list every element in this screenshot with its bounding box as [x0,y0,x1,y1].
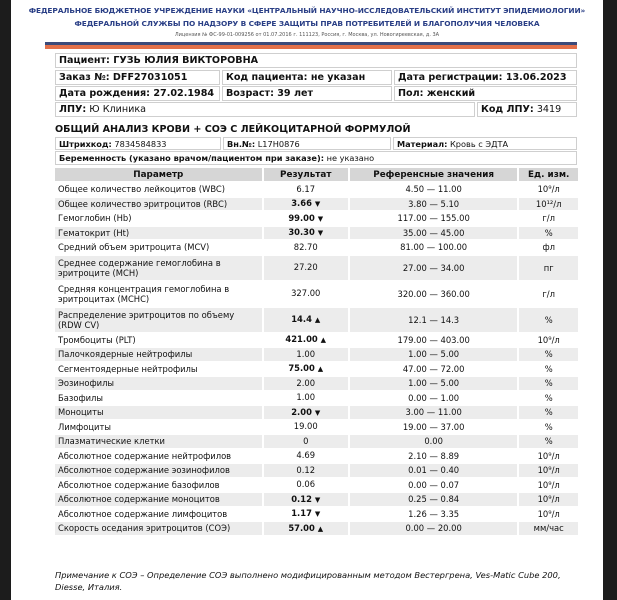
reference-cell: 35.00 — 45.00 [350,227,518,240]
table-row [55,377,578,390]
reference-cell: 0.00 [350,435,518,448]
unit-cell: мм/час [519,522,578,535]
material-value: Кровь с ЭДТА [449,139,509,149]
column-header-unit: Ед. изм. [519,168,578,181]
result-value: 0.12 [291,493,312,504]
reference-cell: 0.00 — 1.00 [408,392,460,403]
arrow-down-icon: ▼ [314,495,321,504]
result-value: 27.20 [293,262,318,272]
column-header-result: Результат [264,168,348,181]
arrow-up-icon: ▲ [314,316,321,324]
result-cell [264,377,348,390]
header-stripe-orange [45,45,577,49]
results-table [53,166,580,537]
sex-label: Пол: [398,88,424,99]
parameter-cell: Эозинофилы [55,377,262,390]
result-cell [264,227,348,240]
unit-cell: 10⁹/л [519,464,578,477]
result-cell [264,363,348,376]
parameter-cell: Средняя концентрация гемоглобина в эритроцитах (MCHC) [58,283,230,304]
table-row [55,479,578,492]
material-field [393,137,577,150]
unit-cell: фл [542,242,555,253]
reference-cell: 1.00 — 5.00 [350,377,518,390]
result-value: 421.00 [285,334,318,345]
result-cell [264,183,348,196]
table-row [55,198,578,211]
unit-cell: % [519,348,578,361]
result-value: 1.00 [296,348,316,359]
table-row [55,406,578,419]
reference-cell: 1.26 — 3.35 [408,508,460,519]
result-cell [264,435,348,448]
column-header-parameter: Параметр [55,168,262,181]
result-value: 1.00 [296,392,316,403]
age-label: Возраст: [226,88,274,99]
table-row [55,282,578,306]
registration-date-field [394,70,577,85]
result-value: 0.12 [296,464,316,475]
table-row [55,256,578,280]
result-cell [264,493,348,506]
parameter-cell: Общее количество эритроцитов (RBC) [55,198,262,211]
pregnancy-field [55,151,577,165]
parameter-cell: Тромбоциты (PLT) [58,334,136,345]
arrow-down-icon: ▼ [317,229,324,238]
table-header-row [55,168,578,181]
unit-cell: г/л [542,213,555,224]
result-value: 0 [303,435,309,446]
birth-date-value: 27.02.1984 [153,88,215,99]
result-cell [264,212,348,225]
unit-cell: 10¹²/л [519,198,578,211]
parameter-cell: Гемоглобин (Hb) [58,213,132,224]
sex-field [394,86,577,101]
reference-cell: 0.00 — 0.07 [408,479,460,490]
table-row [55,334,578,347]
parameter-cell: Палочкоядерные нейтрофилы [55,348,262,361]
pregnancy-label: Беременность (указано врачом/пациентом при заказе): [59,153,324,163]
parameter-cell: Абсолютное содержание моноцитов [55,493,262,506]
parameter-cell: Абсолютное содержание эозинофилов [55,464,262,477]
parameter-cell: Моноциты [55,406,262,419]
reference-cell: 47.00 — 72.00 [402,363,465,374]
arrow-up-icon: ▲ [317,524,324,533]
table-row [55,435,578,448]
table-row [55,363,578,376]
result-value: 75.00 [288,363,315,374]
reference-cell: 27.00 — 34.00 [350,256,518,280]
unit-cell: 10⁹/л [537,334,560,345]
parameter-cell: Базофилы [58,392,104,403]
lpu-field [55,102,475,117]
reference-cell: 4.50 — 11.00 [405,184,462,195]
result-value: 19.00 [293,421,318,432]
barcode-label: Штрихкод: [59,139,112,149]
parameter-cell: Сегментоядерные нейтрофилы [58,363,198,374]
age-value: 39 лет [277,88,314,99]
result-value: 2.00 [296,377,316,388]
pregnancy-value: не указано [326,153,375,163]
patient-code-value: не указан [310,72,366,83]
table-row [55,227,578,240]
parameter-cell: Общее количество лейкоцитов (WBC) [58,184,226,195]
order-number-field [55,70,220,85]
inner-number-label: Вн.№: [227,139,256,149]
unit-cell: пг [519,256,578,280]
age-field [222,86,392,101]
reference-cell: 3.80 — 5.10 [350,198,518,211]
result-value: 14.4 [291,314,312,324]
table-row [55,241,578,254]
parameter-cell: Абсолютное содержание лимфоцитов [58,508,228,519]
result-value: 30.30 [288,227,315,238]
unit-cell: % [519,377,578,390]
unit-cell: % [519,435,578,448]
birth-date-label: Дата рождения: [59,88,151,99]
result-value: 4.69 [296,450,316,461]
result-cell [264,348,348,361]
parameter-cell: Среднее содержание гемоглобина в эритроците (MCH) [55,256,262,280]
institution-name-line2: ФЕДЕРАЛЬНОЙ СЛУЖБЫ ПО НАДЗОРУ В СФЕРЕ ЗАЩИТЫ ПРАВ ПОТРЕБИТЕЛЕЙ И БЛАГОПОЛУЧИЯ ЧЕЛОВЕКА [74,19,540,28]
result-cell [264,282,348,306]
order-value: DFF27031051 [112,72,188,83]
result-value: 82.70 [293,241,318,252]
reference-cell: 19.00 — 37.00 [402,421,465,432]
parameter-cell: Абсолютное содержание нейтрофилов [58,450,232,461]
table-row [55,308,578,332]
table-row [55,493,578,506]
birth-date-field [55,86,220,101]
parameter-cell: Абсолютное содержание базофилов [58,479,220,490]
result-cell [264,464,348,477]
table-row [55,212,578,225]
result-cell [264,392,348,405]
order-label: Заказ №: [59,72,110,83]
parameter-cell: Средний объем эритроцита (MCV) [58,242,210,253]
reference-cell: 179.00 — 403.00 [397,334,470,345]
lpu-code-value: 3419 [536,104,562,115]
lpu-code-label: Код ЛПУ: [481,104,534,115]
parameter-cell: Распределение эритроцитов по объему (RDW CV) [55,308,262,332]
result-cell [264,406,348,419]
patient-name-label: Пациент: [59,55,110,66]
result-value: 6.17 [296,183,316,194]
unit-cell: % [544,421,553,432]
unit-cell: % [519,406,578,419]
reference-cell: 2.10 — 8.89 [408,450,460,461]
parameter-cell: Лимфоциты [58,421,111,432]
table-row [55,508,578,521]
sex-value: женский [426,88,476,99]
reference-cell: 12.1 — 14.3 [350,308,518,332]
unit-cell: г/л [542,288,555,299]
reference-cell: 1.00 — 5.00 [350,348,518,361]
unit-cell: 10⁹/л [537,184,560,195]
reference-cell: 0.00 — 20.00 [350,522,518,535]
table-row [55,421,578,434]
material-label: Материал: [397,139,448,149]
arrow-down-icon: ▼ [314,200,321,209]
reference-cell: 81.00 — 100.00 [400,242,468,253]
result-cell [264,522,348,535]
parameter-cell: Плазматические клетки [55,435,262,448]
lpu-value: Ю Клиника [89,104,147,115]
reference-cell: 3.00 — 11.00 [350,406,518,419]
result-cell [264,334,348,347]
barcode-field [55,137,221,150]
result-cell [264,479,348,492]
table-row [55,464,578,477]
result-value: 2.00 [291,406,312,417]
unit-cell: 10⁹/л [537,479,560,490]
inner-number-field [223,137,391,150]
esr-note: Примечание к СОЭ – Определение СОЭ выполнено модифицированным методом Вестергрена, Ves-Matic Cube 200, Diesse, Италия. [55,570,561,592]
unit-cell: % [519,227,578,240]
unit-cell: 10⁹/л [537,508,560,519]
result-cell [264,421,348,434]
arrow-up-icon: ▲ [320,336,327,345]
arrow-down-icon: ▼ [317,214,324,223]
registration-date-value: 13.06.2023 [505,72,567,83]
registration-date-label: Дата регистрации: [398,72,503,83]
parameter-cell: Гематокрит (Ht) [55,227,262,240]
table-row [55,348,578,361]
result-cell [264,450,348,463]
lpu-label: ЛПУ: [59,104,87,115]
reference-cell: 0.25 — 0.84 [350,493,518,506]
barcode-value: 7834584833 [114,139,167,149]
parameter-cell: Скорость оседания эритроцитов (СОЭ) [55,522,262,535]
result-cell [264,308,348,332]
table-row [55,183,578,196]
arrow-down-icon: ▼ [314,408,321,417]
patient-name-value: ГУЗЬ ЮЛИЯ ВИКТОРОВНА [113,55,259,66]
result-value: 0.06 [296,479,316,490]
result-cell [264,198,348,211]
unit-cell: 10⁹/л [537,450,560,461]
unit-cell: % [544,392,553,403]
patient-name-field [55,53,577,68]
result-value: 57.00 [288,522,315,533]
table-row [55,522,578,535]
unit-cell: % [544,363,553,374]
result-value: 327.00 [291,288,321,298]
license-text: Лицензия № ФС-99-01-009256 от 01.07.2016 г. 111123, Россия, г. Москва, ул. Новогиреевская, д. 3А [174,32,440,38]
arrow-up-icon: ▲ [317,365,324,374]
result-cell [264,508,348,521]
table-row [55,450,578,463]
arrow-down-icon: ▼ [314,510,321,519]
result-value: 1.17 [291,508,312,519]
analysis-title: ОБЩИЙ АНАЛИЗ КРОВИ + СОЭ С ЛЕЙКОЦИТАРНОЙ ФОРМУЛОЙ [55,124,411,135]
patient-code-label: Код пациента: [226,72,308,83]
inner-number-value: L17H0876 [257,139,300,149]
result-cell [264,256,348,280]
result-value: 99.00 [288,212,315,223]
result-cell [264,241,348,254]
reference-cell: 117.00 — 155.00 [397,213,470,224]
lpu-code-field [477,102,577,117]
reference-cell: 0.01 — 0.40 [350,464,518,477]
table-row [55,392,578,405]
reference-cell: 320.00 — 360.00 [397,288,470,299]
patient-code-field [222,70,392,85]
unit-cell: 10⁹/л [519,493,578,506]
unit-cell: % [519,308,578,332]
result-value: 3.66 [291,198,312,209]
institution-name-line1: ФЕДЕРАЛЬНОЕ БЮДЖЕТНОЕ УЧРЕЖДЕНИЕ НАУКИ «ЦЕНТРАЛЬНЫЙ НАУЧНО-ИССЛЕДОВАТЕЛЬСКИЙ ИНСТИТУТ ЭПИДЕМИОЛОГИИ» [28,6,586,15]
column-header-reference: Референсные значения [350,168,518,181]
